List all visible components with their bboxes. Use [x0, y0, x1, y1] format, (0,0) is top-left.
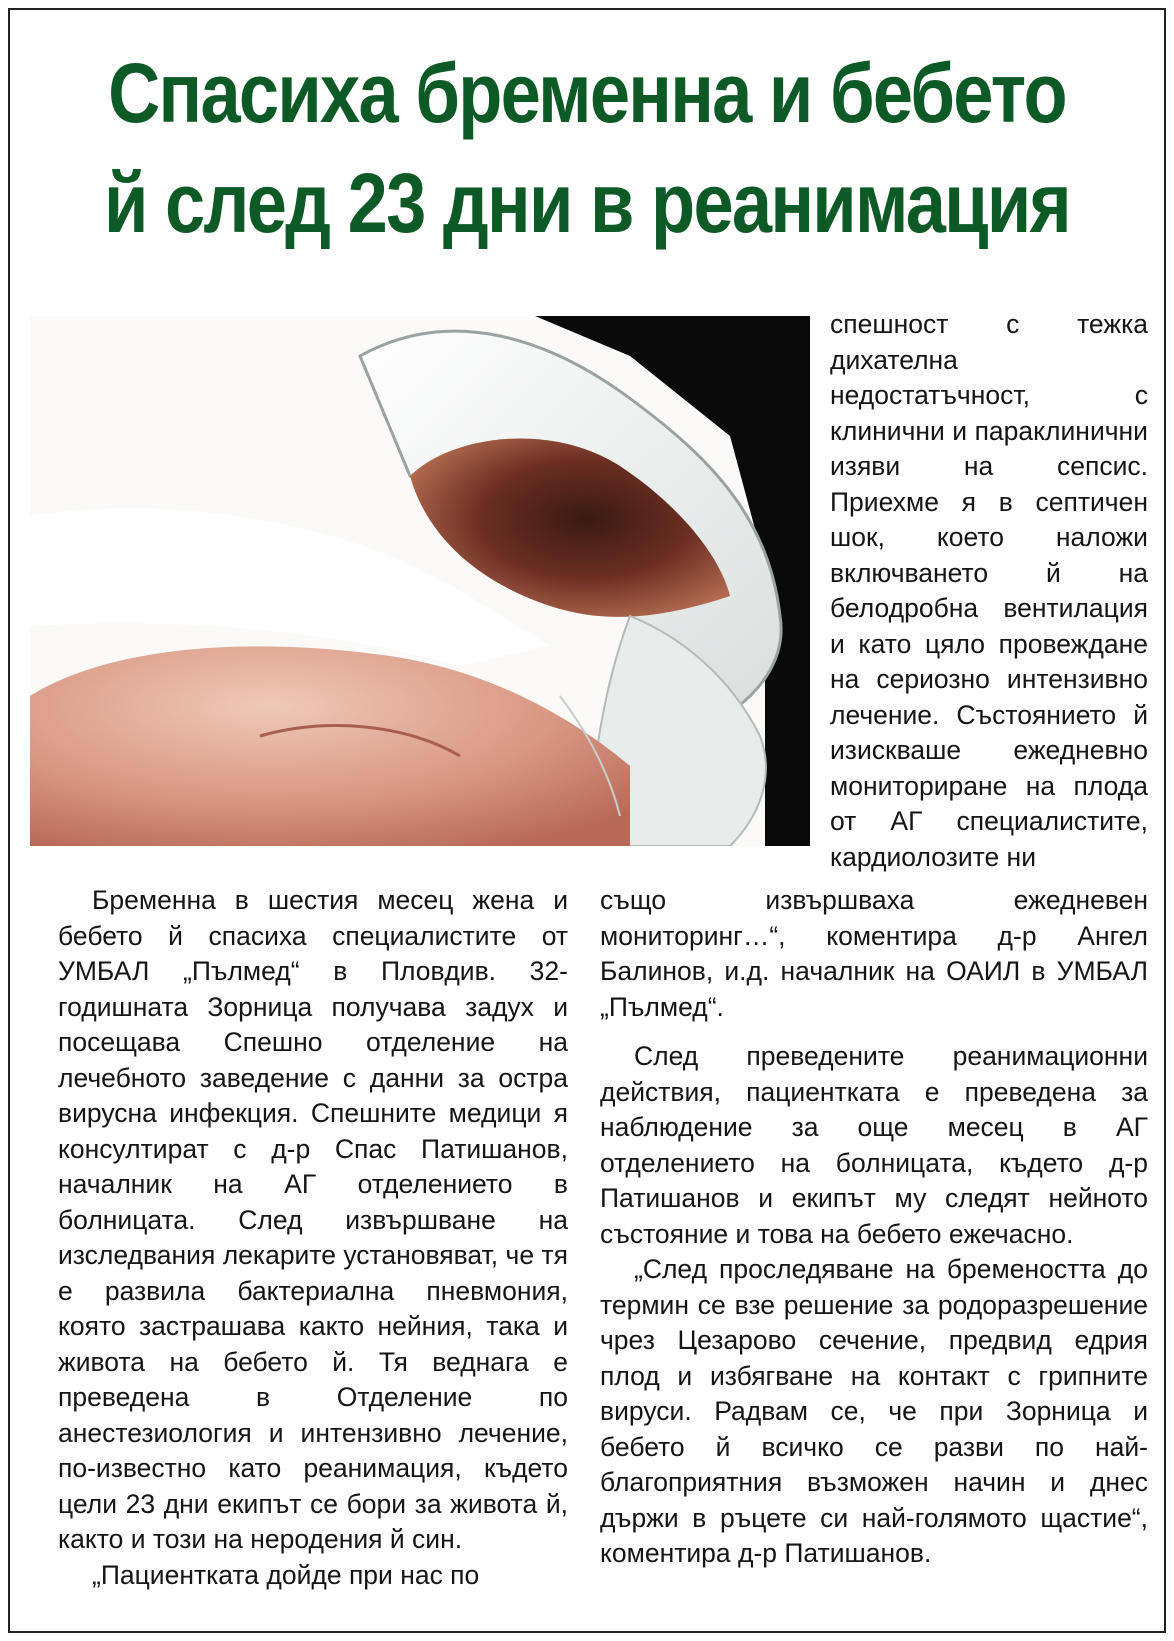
- headline-line-2: й след 23 дни в реанимация: [103, 156, 1070, 250]
- article-paragraph: „След проследяване на бремеността до термин се взе решение за родоразрешение чрез Цезарово сечение, предвид едрия плод и избягване на контакт с грипните вируси. Радвам се, че при Зорница и бебето й всичко се разви по най-благоприятния възможен начин и днес държи в ръцете си най-голямото щастие“, коментира д-р Патишанов.: [600, 1254, 1148, 1568]
- newborn-baby-photo: [30, 316, 810, 846]
- article-column-left: [58, 883, 568, 1593]
- article-paragraph: също извършваха ежедневен мониторинг…“, коментира д-р Ангел Балинов, и.д. началник на ОАИЛ в УМБАЛ „Пълмед“.: [600, 885, 1148, 1022]
- article-paragraph: След преведените реанимационни действия, пациентката е преведена за наблюдение за още месец в АГ отделението на болницата, където д-р Патишанов и екипът му следят нейното състояние и това на бебето ежечасно.: [600, 1041, 1148, 1249]
- article-column-right: [600, 883, 1148, 1572]
- baby-photo-illustration: [30, 316, 810, 846]
- article-paragraph: „Пациентката дойде при нас по: [92, 1559, 480, 1590]
- article-paragraph: Бременна в шестия месец жена и бебето й спасиха специалистите от УМБАЛ „Пълмед“ в Пловдив. 32-годишната Зорница получава задух и посещава Спешно отделение на лечебното заведение с данни за остра вирусна инфекция. Спешните медици я консултират с д-р Спас Патишанов, началник на АГ отделението в болницата. След извършване на изследвания лекарите установяват, че тя е развила бактериална пневмония, която застрашава както нейния, така и живота на бебето й. Тя веднага е преведена в Отделение по анестезиология и интензивно лечение, по-известно като реанимация, където цели 23 дни екипът се бори за живота й, както и този на неродения й син.: [58, 885, 568, 1554]
- article-headline: [99, 38, 1074, 258]
- article-paragraph: спешност с тежка дихателна недостатъчност, с клинични и параклинични изяви на сепсис. Приехме я в септичен шок, което наложи включването й на белодробна вентилация и като цяло провеждане на сериозно интензивно лечение. Състоянието й изискваше ежедневно мониториране на плода от АГ специалистите, кардиолозите ни: [830, 309, 1148, 872]
- article-column-right-top: [830, 307, 1148, 875]
- headline-line-1: Спасиха бременна и бебето: [108, 46, 1066, 140]
